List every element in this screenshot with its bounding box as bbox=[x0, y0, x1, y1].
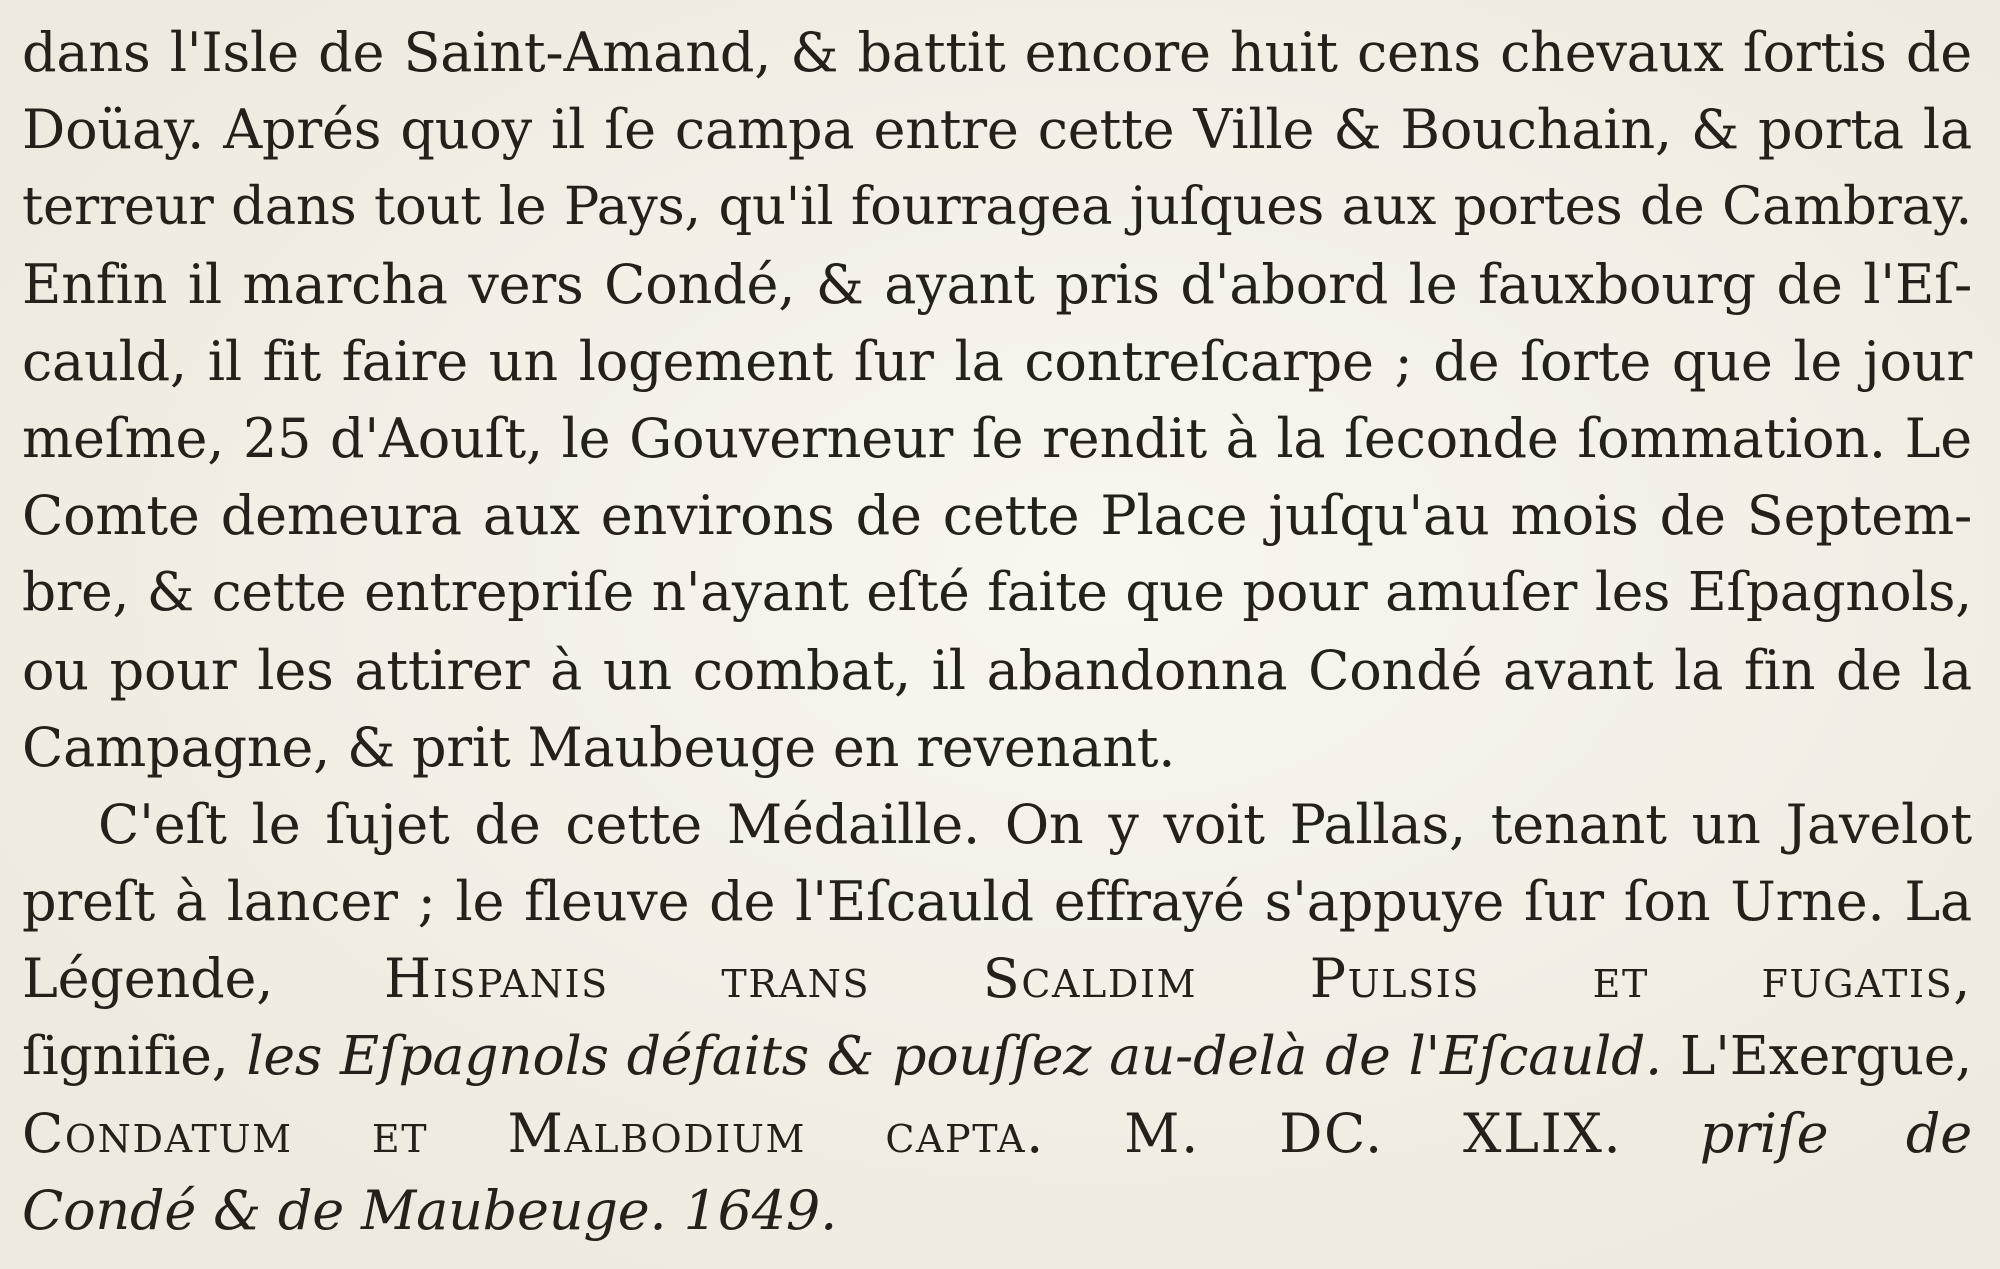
text-line: bre, & cette entrepriſe n'ayant eſté faite que pour amuſer les Eſpagnols, bbox=[22, 561, 1972, 624]
text-line: preſt à lancer ; le fleuve de l'Eſcauld effrayé s'appuye ſur ſon Urne. La bbox=[22, 870, 1972, 934]
text-line: terreur dans tout le Pays, qu'il fourragea juſques aux portes de Cambray. bbox=[22, 176, 1972, 238]
text-line: ou pour les attirer à un combat, il abandonna Condé avant la fin de la bbox=[22, 638, 1972, 702]
exergue-translation-end: Condé & de Maubeuge. 1649. bbox=[22, 1178, 838, 1242]
text-line: meſme, 25 d'Aouſt, le Gouverneur ſe rendit à la ſeconde ſommation. Le bbox=[22, 406, 1972, 470]
page-text bbox=[22, 14, 1972, 1249]
legend-translation: les Eſpagnols défaits & pouſſez au-delà de l'Eſcauld. bbox=[246, 1024, 1662, 1088]
text-line: Doüay. Aprés quoy il ſe campa entre cette Ville & Bouchain, & porta la bbox=[22, 98, 1972, 162]
text-line: cauld, il fit faire un logement ſur la contreſcarpe ; de ſorte que le jour bbox=[22, 329, 1972, 393]
exergue-label: L'Exergue, bbox=[1661, 1024, 1972, 1088]
text-line: Comte demeura aux environs de cette Place juſqu'au mois de Septem- bbox=[22, 484, 1972, 548]
legend-prefix: Légende, bbox=[22, 947, 385, 1011]
translation-prefix: ſignifie, bbox=[22, 1024, 247, 1088]
text-line: Campagne, & prit Maubeuge en revenant. bbox=[22, 715, 1176, 779]
paragraph-opening-line: C'eſt le ſujet de cette Médaille. On y voit Pallas, tenant un Javelot bbox=[98, 792, 1972, 856]
legend-line bbox=[22, 940, 1972, 1017]
text-line: dans l'Isle de Saint-Amand, & battit encore huit cens chevaux ſortis de bbox=[22, 21, 1972, 84]
medal-exergue: Condatum et Malbodium capta. M. DC. XLIX. bbox=[22, 1101, 1623, 1165]
exergue-translation-start: priſe de bbox=[1622, 1101, 1973, 1165]
text-line: Enfin il marcha vers Condé, & ayant pris d'abord le fauxbourg de l'Eſ- bbox=[22, 252, 1972, 316]
translation-line bbox=[22, 1017, 1972, 1094]
exergue-line bbox=[22, 1095, 1972, 1172]
medal-legend: Hispanis trans Scaldim Pulsis et fugatis, bbox=[384, 947, 1972, 1011]
